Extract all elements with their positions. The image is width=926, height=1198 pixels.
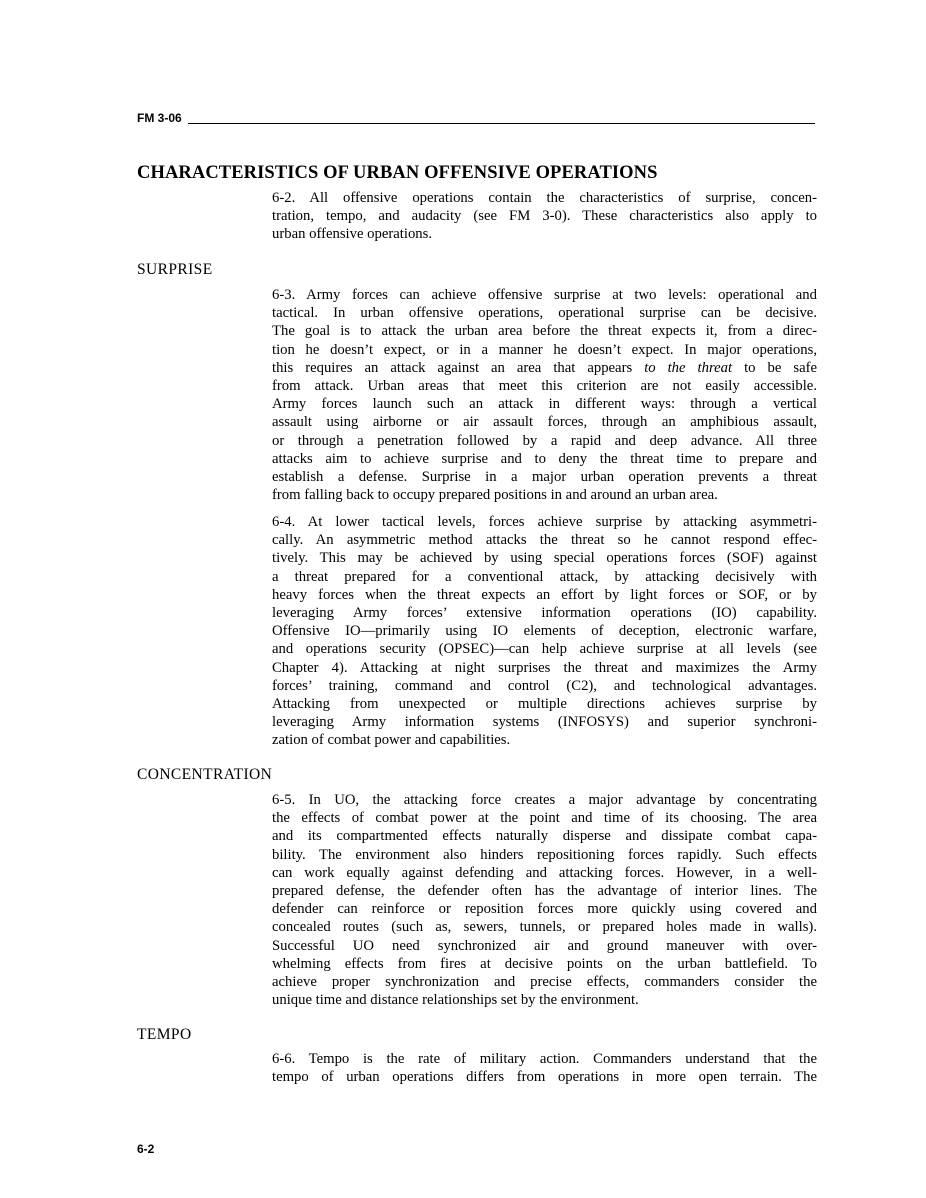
text-line: defender can reinforce or reposition forces more quickly using covered and xyxy=(272,901,817,918)
subheading-concentration: CONCENTRATION xyxy=(137,766,273,783)
text-line: tempo of urban operations differs from operations in more open terrain. The xyxy=(272,1069,817,1086)
text-line: Attacking from unexpected or multiple directions achieves surprise by xyxy=(272,696,817,713)
subheading-surprise: SURPRISE xyxy=(137,261,213,278)
text-line: and operations security (OPSEC)—can help achieve surprise at all levels (see xyxy=(272,641,817,658)
text-line: bility. The environment also hinders repositioning forces rapidly. Such effects xyxy=(272,846,817,863)
text-line: tion he doesn’t expect, or in a manner he doesn’t expect. In major operations, xyxy=(272,341,817,358)
text-line: zation of combat power and capabilities. xyxy=(272,732,511,749)
text-line: from attack. Urban areas that meet this criterion are not easily accessible. xyxy=(272,378,817,395)
text-line: 6-5. In UO, the attacking force creates a major advantage by concentrating xyxy=(272,792,817,808)
paragraph-6-5 xyxy=(272,791,817,1009)
header-rule xyxy=(188,123,815,124)
text-line: achieve proper synchronization and precise effects, commanders consider the xyxy=(272,974,817,991)
text-segment: this requires an attack against an area that appears xyxy=(272,359,645,376)
text-line: Offensive IO—primarily using IO elements of deception, electronic warfare, xyxy=(272,623,817,640)
text-line: 6-4. At lower tactical levels, forces achieve surprise by attacking asymmetri- xyxy=(272,514,817,530)
paragraph-6-4 xyxy=(272,513,817,750)
running-header-label: FM 3-06 xyxy=(137,111,182,125)
text-line: prepared defense, the defender often has the advantage of interior lines. The xyxy=(272,883,817,900)
text-line: The goal is to attack the urban area before the threat expects it, from a direc- xyxy=(272,323,817,340)
text-line: unique time and distance relationships set by the environment. xyxy=(272,992,639,1009)
text-line: leveraging Army forces’ extensive information operations (IO) capability. xyxy=(272,605,817,622)
text-line: Chapter 4). Attacking at night surprises the threat and maximizes the Army xyxy=(272,659,817,676)
text-line: the effects of combat power at the point and time of its choosing. The area xyxy=(272,810,817,827)
text-line: or through a penetration followed by a rapid and deep advance. All three xyxy=(272,432,817,449)
text-line: leveraging Army information systems (INFOSYS) and superior synchroni- xyxy=(272,714,817,731)
text-line: from falling back to occupy prepared positions in and around an urban area. xyxy=(272,487,718,504)
text-segment: to be safe xyxy=(732,359,818,376)
text-line: forces’ training, command and control (C2), and technological advantages. xyxy=(272,677,817,694)
text-line: tration, tempo, and audacity (see FM 3-0). These characteristics also apply to xyxy=(272,208,817,225)
text-line: attacks aim to achieve surprise and to deny the threat time to prepare and xyxy=(272,450,817,467)
text-line: concealed routes (such as, sewers, tunnels, or prepared holes made in walls). xyxy=(272,919,817,936)
text-line: Army forces launch such an attack in different ways: through a vertical xyxy=(272,396,817,413)
text-line: urban offensive operations. xyxy=(272,226,433,243)
text-line: whelming effects from fires at decisive points on the urban battlefield. To xyxy=(272,955,817,972)
italic-emphasis: to the threat xyxy=(644,359,733,376)
text-line: tively. This may be achieved by using special operations forces (SOF) against xyxy=(272,550,817,567)
page-number: 6-2 xyxy=(137,1142,155,1156)
text-line: establish a defense. Surprise in a major urban operation prevents a threat xyxy=(272,469,817,486)
paragraph-6-2 xyxy=(272,189,817,244)
text-line: a threat prepared for a conventional attack, by attacking decisively with xyxy=(272,568,817,585)
paragraph-6-3 xyxy=(272,286,817,504)
text-line: can work equally against defending and attacking forces. However, in a well- xyxy=(272,864,817,881)
subheading-tempo: TEMPO xyxy=(137,1026,192,1043)
text-line: 6-2. All offensive operations contain the characteristics of surprise, concen- xyxy=(272,190,817,206)
text-line: heavy forces when the threat expects an effort by light forces or SOF, or by xyxy=(272,586,817,603)
text-line: assault using airborne or air assault forces, through an amphibious assault, xyxy=(272,414,817,431)
text-line: 6-3. Army forces can achieve offensive surprise at two levels: operational and xyxy=(272,287,817,303)
text-line: and its compartmented effects naturally disperse and dissipate combat capa- xyxy=(272,828,817,845)
text-line: 6-6. Tempo is the rate of military action. Commanders understand that the xyxy=(272,1051,817,1067)
text-line xyxy=(272,359,817,377)
paragraph-6-6 xyxy=(272,1050,817,1086)
text-line: tactical. In urban offensive operations, operational surprise can be decisive. xyxy=(272,305,817,322)
text-line: cally. An asymmetric method attacks the threat so he cannot respond effec- xyxy=(272,532,817,549)
section-title: CHARACTERISTICS OF URBAN OFFENSIVE OPERATIONS xyxy=(137,163,658,183)
text-line: Successful UO need synchronized air and ground maneuver with over- xyxy=(272,937,817,954)
